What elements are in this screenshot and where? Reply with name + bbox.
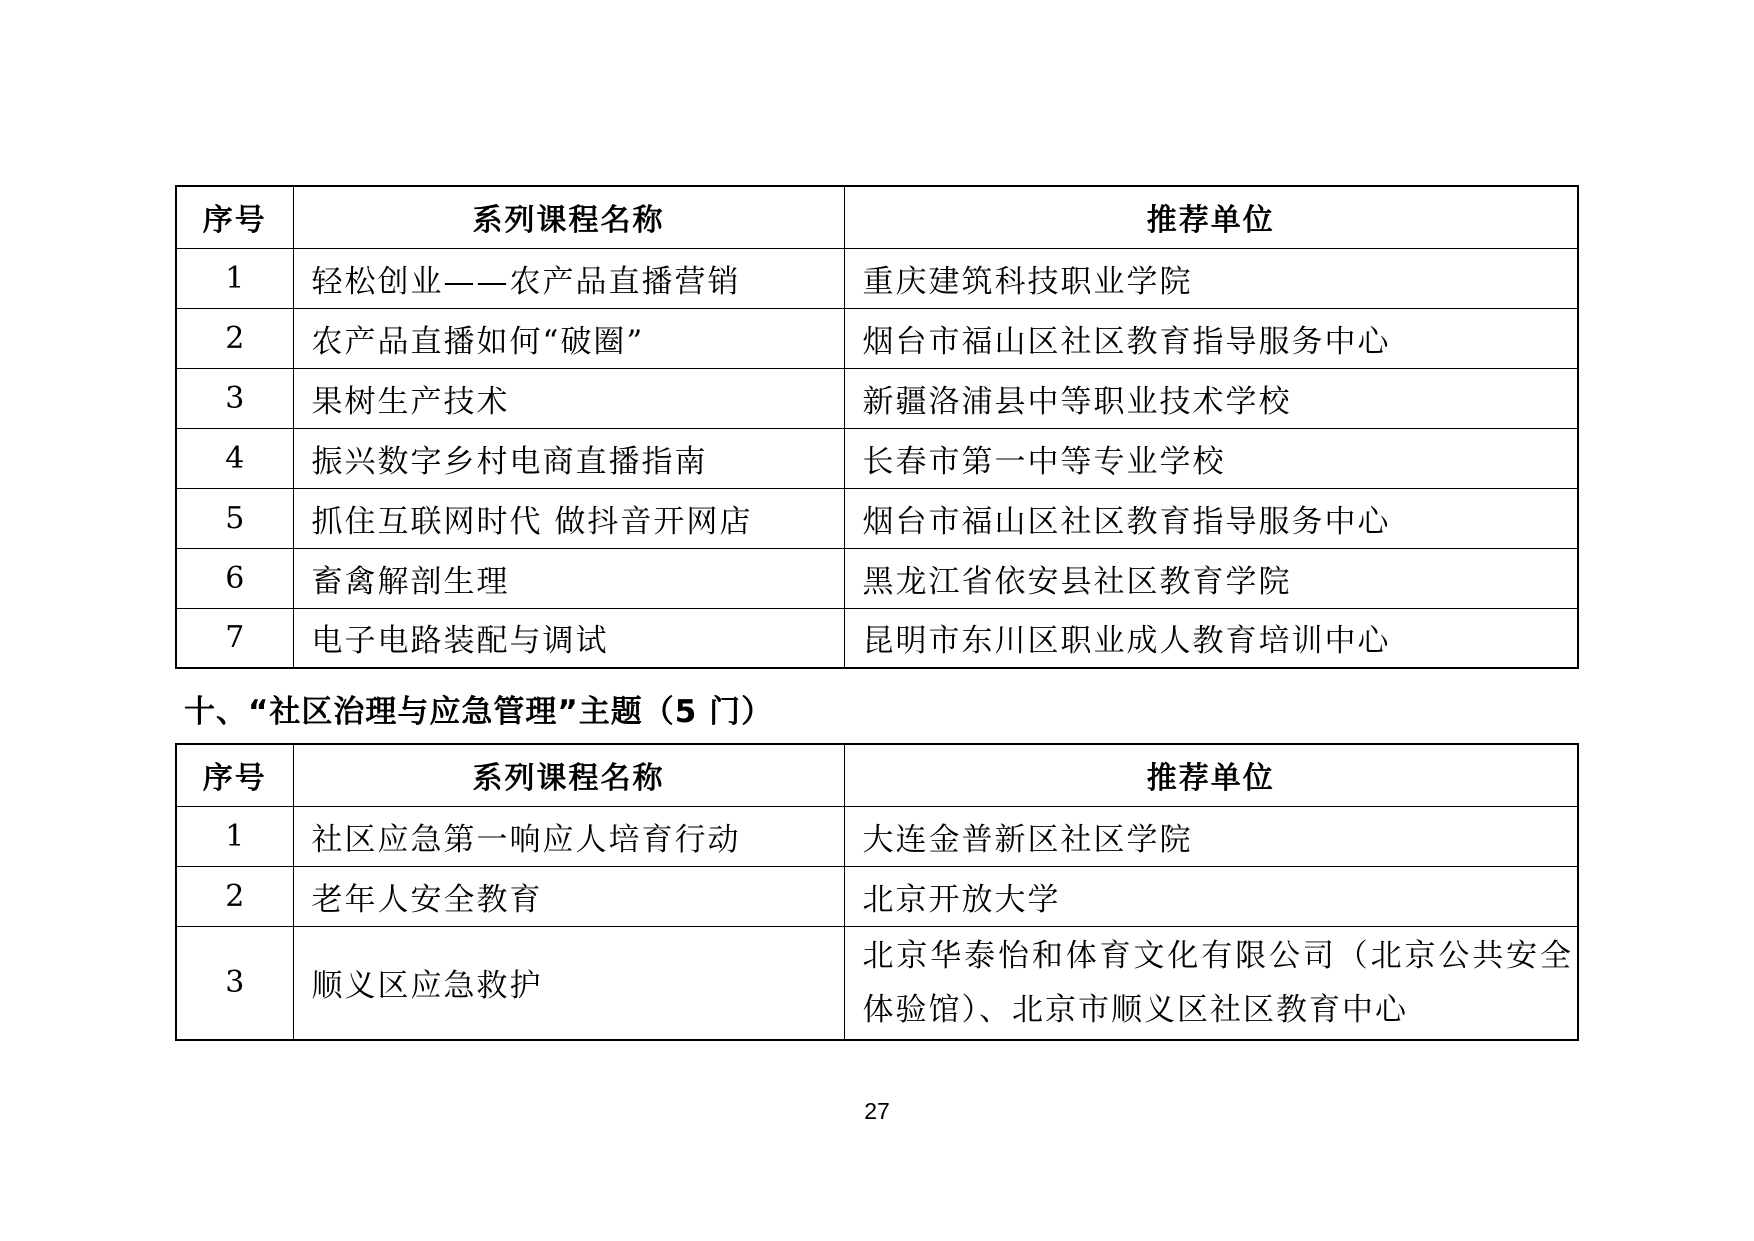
table-row [176,488,1578,548]
course-cell: 振兴数字乡村电商直播指南 [293,428,844,488]
course-cell: 果树生产技术 [293,368,844,428]
course-cell: 顺义区应急救护 [293,926,844,1040]
index-cell: 2 [176,308,293,368]
unit-cell: 新疆洛浦县中等职业技术学校 [844,368,1578,428]
course-cell: 轻松创业——农产品直播营销 [293,248,844,308]
table-row [176,428,1578,488]
index-cell: 3 [176,368,293,428]
index-cell: 7 [176,608,293,668]
section-heading: 十、“社区治理与应急管理”主题（5 门） [184,694,774,730]
course-table-2 [175,743,1579,1041]
page-number: 27 [864,1098,890,1124]
course-cell: 电子电路装配与调试 [293,608,844,668]
header-course-name: 系列课程名称 [293,186,844,248]
index-cell: 2 [176,866,293,926]
unit-cell: 北京华泰怡和体育文化有限公司（北京公共安全体验馆）、北京市顺义区社区教育中心 [844,926,1578,1040]
table-row [176,248,1578,308]
course-cell: 畜禽解剖生理 [293,548,844,608]
index-cell: 4 [176,428,293,488]
index-cell: 6 [176,548,293,608]
table-header-row [176,186,1578,248]
unit-cell: 北京开放大学 [844,866,1578,926]
index-cell: 5 [176,488,293,548]
unit-cell: 长春市第一中等专业学校 [844,428,1578,488]
course-cell: 老年人安全教育 [293,866,844,926]
index-cell: 3 [176,926,293,1040]
unit-cell: 烟台市福山区社区教育指导服务中心 [844,308,1578,368]
table-row [176,608,1578,668]
table-row [176,866,1578,926]
unit-cell: 重庆建筑科技职业学院 [844,248,1578,308]
course-cell: 社区应急第一响应人培育行动 [293,806,844,866]
table-header-row [176,744,1578,806]
table-row [176,548,1578,608]
header-recommending-unit: 推荐单位 [844,186,1578,248]
table-row [176,806,1578,866]
course-table-1 [175,185,1579,669]
header-index: 序号 [176,744,293,806]
header-index: 序号 [176,186,293,248]
table-row [176,308,1578,368]
table-row [176,926,1578,1040]
header-course-name: 系列课程名称 [293,744,844,806]
unit-cell: 黑龙江省依安县社区教育学院 [844,548,1578,608]
header-recommending-unit: 推荐单位 [844,744,1578,806]
course-cell: 抓住互联网时代 做抖音开网店 [293,488,844,548]
unit-cell: 昆明市东川区职业成人教育培训中心 [844,608,1578,668]
table-row [176,368,1578,428]
index-cell: 1 [176,248,293,308]
unit-cell: 烟台市福山区社区教育指导服务中心 [844,488,1578,548]
course-cell: 农产品直播如何“破圈” [293,308,844,368]
index-cell: 1 [176,806,293,866]
unit-cell: 大连金普新区社区学院 [844,806,1578,866]
